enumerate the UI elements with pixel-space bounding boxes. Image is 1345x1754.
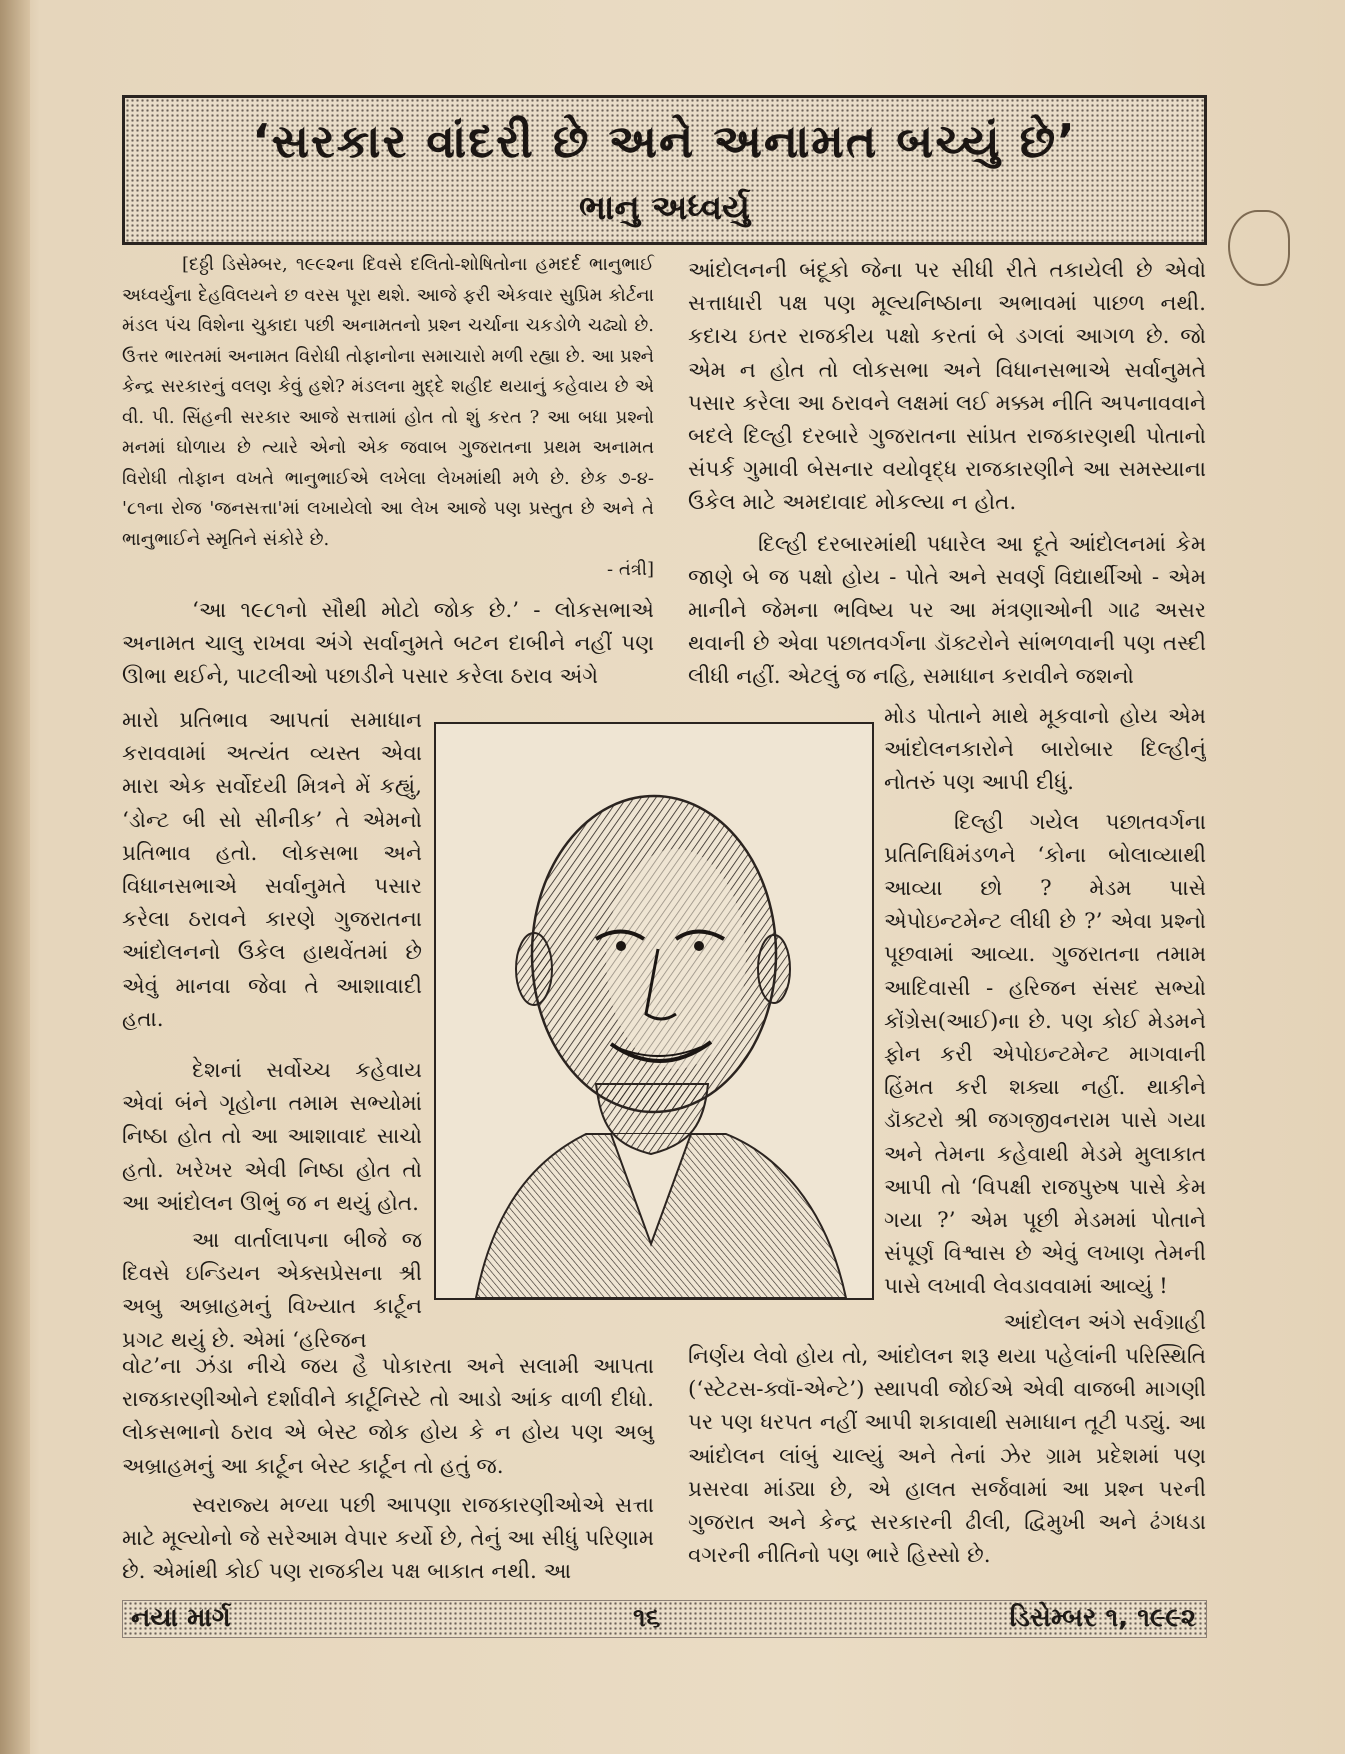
page-number: ૧૬ xyxy=(633,1603,661,1633)
article-author: ભાનુ અધ્વર્યુ xyxy=(578,188,751,228)
paragraph-text: આંદોલન અંગે સર્વગ્રાહી xyxy=(1003,1309,1206,1335)
paper-stain xyxy=(1228,210,1290,286)
editor-note xyxy=(122,250,654,584)
paragraph-text: દિલ્હી ગયેલ પછાતવર્ગના પ્રતિનિધિમંડળને ‘કોના બોલાવ્યાથી આવ્યા છો ? મેડમ પાસે એપોઇન્ટમેન્ટ લીધી છે ?’ એવા પ્રશ્નો પૂછવામાં આવ્યા. ગુજરાતના તમામ આદિવાસી - હરિજન સંસદ સભ્યો કોંગ્રેસ(આઈ)ના છે. પણ કોઈ મેડમને ફોન કરી એપોઇન્ટમેન્ટ માગવાની હિંમત કરી શક્યા નહીં. થાકીને ડૉક્ટરો શ્રી જગજીવનરામ પાસે ગયા અને તેમના કહેવાથી મેડમે મુલાકાત આપી તો ‘વિપક્ષી રાજપુરુષ પાસે કેમ ગયા ?’ એમ પૂછી મેડમમાં પોતાને સંપૂર્ણ વિશ્વાસ છે એવું લખાણ તેમની પાસે લખાવી લેવડાવવામાં આવ્યું ! xyxy=(884,809,1206,1300)
paragraph-text: મોડ પોતાને માથે મૂકવાનો હોય એમ આંદોલનકારોને બારોબાર દિલ્હીનું નોતરું પણ આપી દીધું. xyxy=(884,704,1206,796)
portrait-sketch-icon xyxy=(436,724,872,1298)
left-bottom-column xyxy=(122,1350,654,1590)
portrait-illustration xyxy=(434,722,874,1300)
paragraph-text: મારો પ્રતિભાવ આપતાં સમાધાન કરાવવામાં અત્યંત વ્યસ્ત એવા મારા એક સર્વોદયી મિત્રને મેં કહ્યું, ‘ડોન્ટ બી સો સીનીક’ તે એમનો પ્રતિભાવ હતો. લોકસભા અને વિધાનસભાએ સર્વાનુમતે પસાર કરેલા ઠરાવને કારણે ગુજરાતના આંદોલનનો ઉકેલ હાથવેંતમાં છે એવું માનવા જેવા તે આશાવાદી હતા. xyxy=(122,708,422,1032)
magazine-name: નયા માર્ગ xyxy=(131,1603,231,1633)
page-footer xyxy=(122,1600,1207,1638)
paragraph-text: આંદોલનની બંદૂકો જેના પર સીધી રીતે તકાયેલી છે એવો સત્તાધારી પક્ષ પણ મૂલ્યનિષ્ઠાના અભાવમાં પાછળ નથી. કદાચ ઇતર રાજકીય પક્ષો કરતાં બે ડગલાં આગળ છે. જો એમ ન હોત તો લોકસભા અને વિધાનસભાએ સર્વાનુમતે પસાર કરેલા આ ઠરાવને લક્ષમાં લઈ મક્કમ નીતિ અપનાવવાને બદલે દિલ્હી દરબારે ગુજરાતના સાંપ્રત રાજકારણથી પોતાનો સંપર્ક ગુમાવી બેસનાર વયોવૃદ્ધ રાજકારણીને આ સમસ્યાના ઉકેલ માટે અમદાવાદ મોકલ્યા ન હોત. xyxy=(688,258,1206,516)
editor-note-text: [દઠ્ઠી ડિસેમ્બર, ૧૯૯૨ના દિવસે દલિતો-શોષિતોના હમદર્દ ભાનુભાઈ અધ્વર્યુના દેહવિલયને છ વરસ પૂરા થશે. આજે ફરી એકવાર સુપ્રિમ કોર્ટના મંડલ પંચ વિશેના ચુકાદા પછી અનામતનો પ્રશ્ન ચર્ચાના ચકડોળે ચઢ્યો છે. ઉત્તર ભારતમાં અનામત વિરોધી તોફાનોના સમાચારો મળી રહ્યા છે. આ પ્રશ્ને કેન્દ્ર સરકારનું વલણ કેવું હશે? મંડલના મુદ્દે શહીદ થયાનું કહેવાય છે એ વી. પી. સિંહની સરકાર આજે સત્તામાં હોત તો શું કરત ? આ બધા પ્રશ્નો મનમાં ઘોળાય છે ત્યારે એનો એક જવાબ ગુજરાતના પ્રથમ અનામત વિરોધી તોફાન વખતે ભાનુભાઈએ લખેલા લેખમાંથી મળે છે. છેક ૭-૪- '૮૧ના રોજ 'જનસત્તા'માં લખાયેલો આ લેખ આજે પણ પ્રસ્તુત છે અને તે ભાનુભાઈને સ્મૃતિને સંકોરે છે. xyxy=(122,254,654,550)
editor-signature: - તંત્રી] xyxy=(607,559,654,580)
right-top-column xyxy=(688,254,1206,704)
page-spine xyxy=(0,0,30,1754)
left-narrow-column xyxy=(122,704,422,1364)
right-narrow-column xyxy=(884,700,1206,1340)
paragraph-text: સ્વરાજ્ય મળ્યા પછી આપણા રાજકારણીઓએ સત્તા માટે મૂલ્યોનો જે સરેઆમ વેપાર કર્યો છે, તેનું આ સીધું પરિણામ છે. એમાંથી કોઈ પણ રાજકીય પક્ષ બાકાત નથી. આ xyxy=(122,1492,654,1585)
article-title: ‘સરકાર વાંદરી છે અને અનામત બચ્યું છે’ xyxy=(252,114,1077,168)
paragraph-text: આ વાર્તાલાપના બીજે જ દિવસે ઇન્ડિયન એક્સપ્રેસના શ્રી અબુ અબ્રાહમનું વિખ્યાત કાર્ટૂન પ્રગટ થયું છે. એમાં ‘હરિજન xyxy=(122,1228,422,1353)
paragraph-text: દિલ્હી દરબારમાંથી પધારેલ આ દૂતે આંદોલનમાં કેમ જાણે બે જ પક્ષો હોય - પોતે અને સવર્ણ વિદ્યાર્થીઓ - એમ માનીને જેમના ભવિષ્ય પર આ મંત્રણાઓની ગાઢ અસર થવાની છે એવા પછાતવર્ગના ડૉક્ટરોને સાંભળવાની પણ તસ્દી લીધી નહીં. એટલું જ નહિ, સમાધાન કરાવીને જશનો xyxy=(688,531,1207,690)
issue-date: ડિસેમ્બર ૧, ૧૯૯૨ xyxy=(1009,1603,1196,1633)
article-header xyxy=(122,95,1207,245)
paragraph-text: વોટ’ના ઝંડા નીચે જય હૈ પોકારતા અને સલામી આપતા રાજકારણીઓને દર્શાવીને કાર્ટૂનિસ્ટે તો આડો આંક વાળી દીધો. લોકસભાનો ઠરાવ એ બેસ્ટ જોક હોય કે ન હોય પણ અબુ અબ્રાહમનું આ કાર્ટૂન બેસ્ટ કાર્ટૂન તો હતું જ. xyxy=(122,1354,654,1479)
paragraph-text: ‘આ ૧૯૮૧નો સૌથી મોટો જોક છે.’ - લોકસભાએ અનામત ચાલુ રાખવા અંગે સર્વાનુમતે બટન દાબીને નહીં પણ ઊભા થઈને, પાટલીઓ પછાડીને પસાર કરેલા ઠરાવ અંગે xyxy=(122,598,654,690)
paragraph-text: નિર્ણય લેવો હોય તો, આંદોલન શરૂ થયા પહેલાંની પરિસ્થિતિ (‘સ્ટેટસ-ક્વૉ-એન્ટે’) સ્થાપવી જોઈએ એવી વાજબી માગણી પર પણ ધરપત નહીં આપી શકાવાથી સમાધાન તૂટી પડ્યું. આ આંદોલન લાંબું ચાલ્યું અને તેનાં ઝેર ગ્રામ પ્રદેશમાં પણ પ્રસરવા માંડ્યા છે, એ હાલત સર્જવામાં આ પ્રશ્ન પરની ગુજરાત અને કેન્દ્ર સરકારની ઢીલી, દ્વિમુખી અને ઢંગધડા વગરની નીતિનો પણ ભારે હિસ્સો છે. xyxy=(688,1344,1206,1569)
left-paragraph-1 xyxy=(122,594,654,704)
right-bottom-column xyxy=(688,1340,1206,1590)
paragraph-text: દેશનાં સર્વોચ્ચ કહેવાય એવાં બંને ગૃહોના તમામ સભ્યોમાં નિષ્ઠા હોત તો આ આશાવાદ સાચો હતો. ખરેખર એવી નિષ્ઠા હોત તો આ આંદોલન ઊભું જ ન થયું હોત. xyxy=(122,1058,422,1216)
